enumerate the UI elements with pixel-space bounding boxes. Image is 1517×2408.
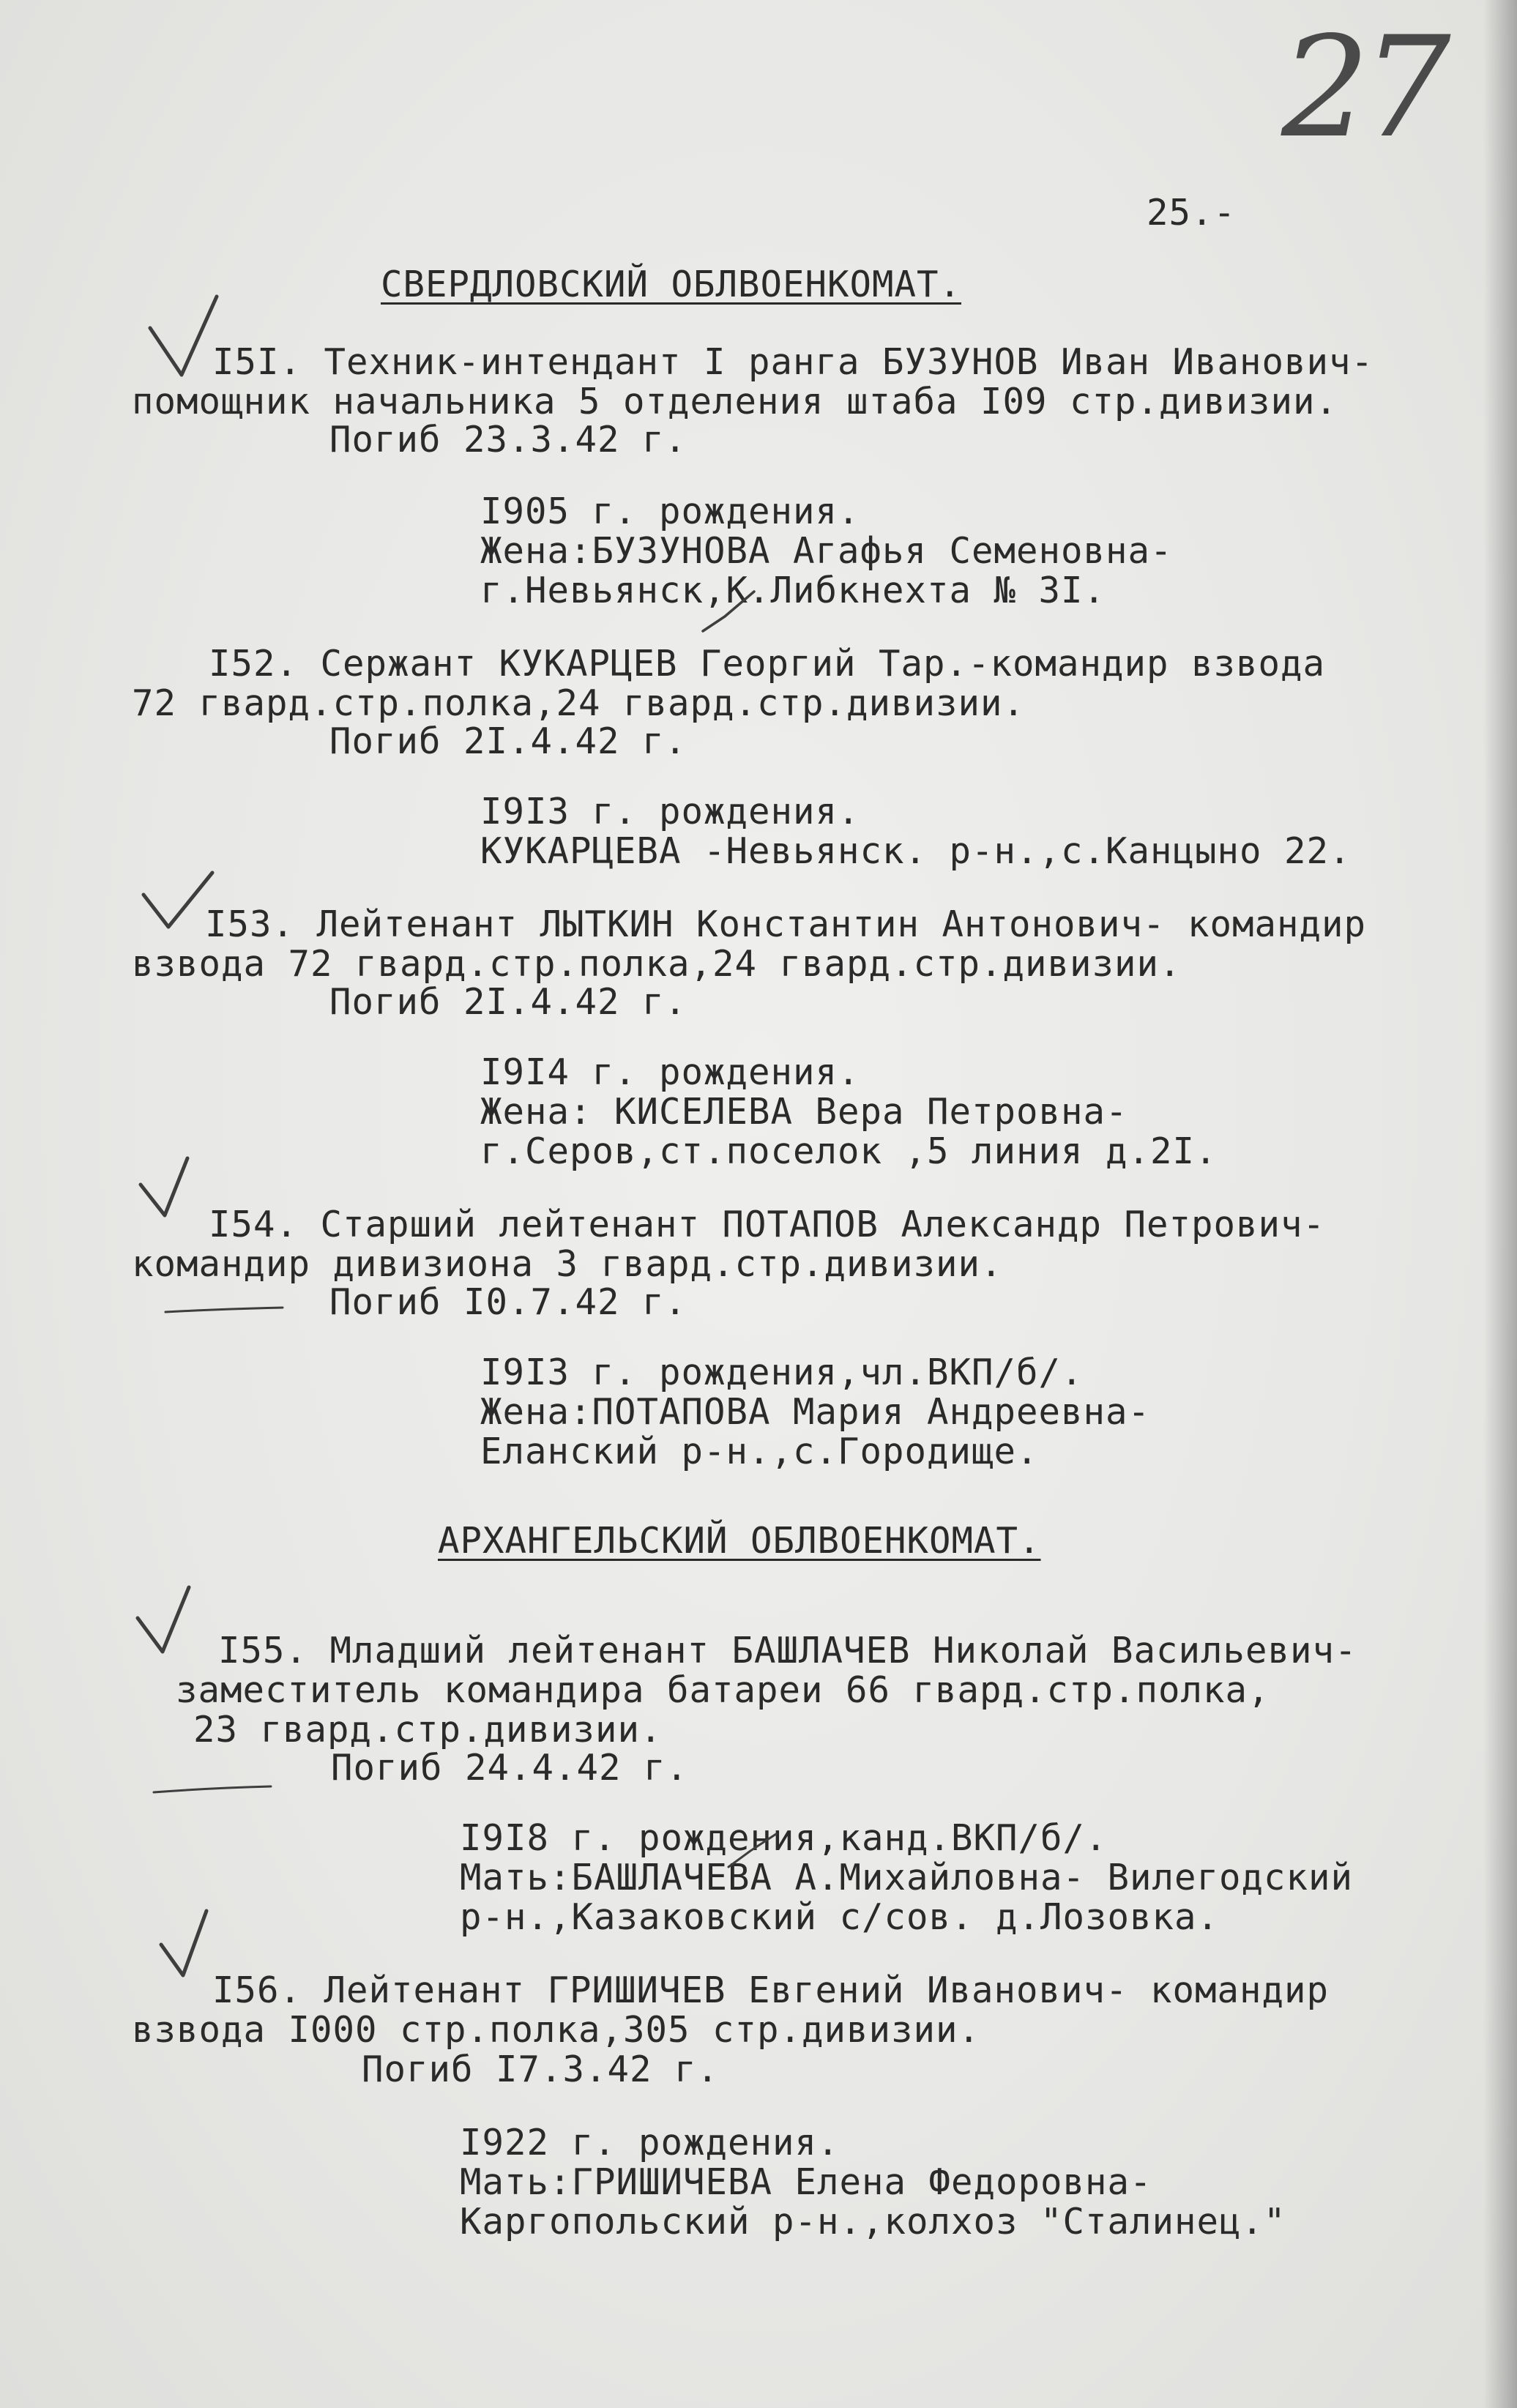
entry-156-line-3: Погиб I7.3.42 г. [362, 2049, 720, 2090]
entry-151-line-3: Погиб 23.3.42 г. [329, 419, 687, 461]
checkmark-icon [150, 297, 217, 375]
entry-154-detail-2: Жена:ПОТАПОВА Мария Андреевна- [480, 1391, 1151, 1433]
entry-154-line-1: I54. Старший лейтенант ПОТАПОВ Александр Петрович- [209, 1204, 1326, 1245]
entry-151-detail-2: Жена:БУЗУНОВА Агафья Семеновна- [480, 530, 1173, 572]
entry-155-line-3: 23 гвард.стр.дивизии. [193, 1709, 663, 1751]
entry-152-detail-2: КУКАРЦЕВА -Невьянск. р-н.,с.Канцыно 22. [480, 830, 1352, 872]
entry-155-line-2: заместитель командира батареи 66 гвард.стр.полка, [176, 1669, 1270, 1711]
entry-152-line-3: Погиб 2I.4.42 г. [329, 720, 687, 762]
entry-151-detail-3: г.Невьянск,К.Либкнехта № 3I. [480, 570, 1106, 611]
entry-156-detail-2: Мать:ГРИШИЧЕВА Елена Федоровна- [460, 2161, 1152, 2203]
entry-155-detail-3: р-н.,Казаковский с/сов. д.Лозовка. [460, 1896, 1220, 1938]
checkmark-icon [141, 1158, 187, 1215]
page-number: 25.- [1147, 192, 1237, 234]
dash-mark-icon [154, 1786, 271, 1792]
page-edge-shadow [1483, 0, 1517, 2408]
entry-153-line-2: взвода 72 гвард.стр.полка,24 гвард.стр.дивизии. [132, 943, 1182, 985]
entry-152-detail-1: I9I3 г. рождения. [480, 791, 860, 832]
entry-155-line-4: Погиб 24.4.42 г. [331, 1747, 689, 1789]
section-heading-arkhangelsk: АРХАНГЕЛЬСКИЙ ОБЛВОЕНКОМАТ. [438, 1520, 1041, 1562]
entry-155-detail-1: I9I8 г. рождения,канд.ВКП/б/. [460, 1817, 1108, 1859]
section-heading-sverdlovsk: СВЕРДЛОВСКИЙ ОБЛВОЕНКОМАТ. [381, 264, 962, 305]
entry-156-detail-1: I922 г. рождения. [460, 2122, 840, 2163]
entry-152-line-2: 72 гвард.стр.полка,24 гвард.стр.дивизии. [132, 682, 1026, 724]
entry-154-detail-1: I9I3 г. рождения,чл.ВКП/б/. [480, 1352, 1084, 1393]
checkmark-icon [144, 873, 212, 927]
entry-156-line-1: I56. Лейтенант ГРИШИЧЕВ Евгений Иванович- командир [212, 1969, 1330, 2011]
entry-154-line-3: Погиб I0.7.42 г. [329, 1281, 687, 1323]
entry-153-detail-2: Жена: КИСЕЛЕВА Вера Петровна- [480, 1091, 1128, 1133]
entry-156-line-2: взвода I000 стр.полка,305 стр.дивизии. [132, 2009, 981, 2051]
entry-154-line-2: командир дивизиона 3 гвард.стр.дивизии. [132, 1243, 1003, 1285]
entry-151-detail-1: I905 г. рождения. [480, 491, 860, 532]
checkmark-icon [138, 1587, 189, 1652]
entry-152-line-1: I52. Сержант КУКАРЦЕВ Георгий Тар.-командир взвода [209, 643, 1326, 685]
entry-151-line-1: I5I. Техник-интендант I ранга БУЗУНОВ Иван Иванович- [212, 341, 1374, 383]
entry-153-line-1: I53. Лейтенант ЛЫТКИН Константин Антонович- командир [205, 903, 1367, 945]
entry-151-line-2: помощник начальника 5 отделения штаба I09 стр.дивизии. [132, 381, 1338, 422]
entry-155-detail-2: Мать:БАШЛАЧЕВА А.Михайловна- Вилегодский [460, 1857, 1354, 1898]
entry-153-detail-3: г.Серов,ст.поселок ,5 линия д.2I. [480, 1130, 1218, 1172]
dash-mark-icon [165, 1308, 283, 1312]
entry-153-detail-1: I9I4 г. рождения. [480, 1051, 860, 1093]
entry-155-line-1: I55. Младший лейтенант БАШЛАЧЕВ Николай Васильевич- [218, 1630, 1357, 1671]
archive-number: 27 [1281, 7, 1444, 168]
checkmark-icon [161, 1911, 206, 1975]
entry-153-line-3: Погиб 2I.4.42 г. [329, 981, 687, 1023]
entry-154-detail-3: Еланский р-н.,с.Городище. [480, 1431, 1039, 1472]
entry-156-detail-3: Каргопольский р-н.,колхоз "Сталинец." [460, 2201, 1286, 2243]
